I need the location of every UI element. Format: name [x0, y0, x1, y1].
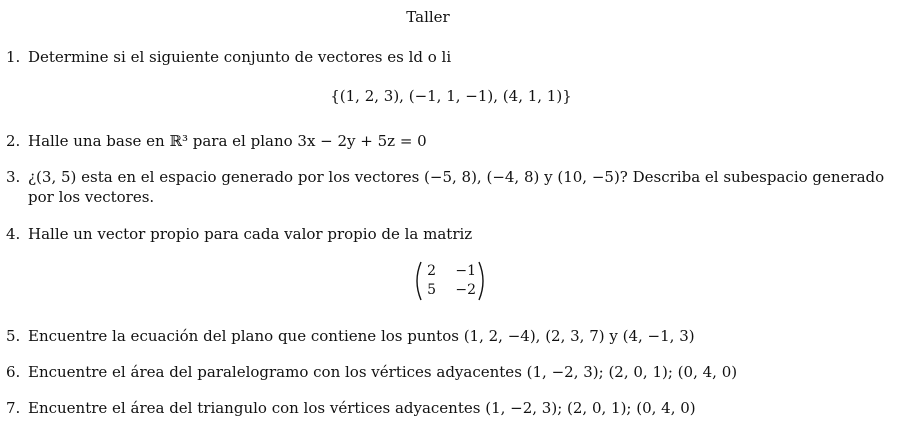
- exercise-3: [6, 167, 886, 207]
- matrix-cell-r1c2: −1: [455, 263, 476, 279]
- exercise-5: [6, 326, 886, 346]
- matrix-cell-r2c2: −2: [455, 282, 476, 298]
- exercise-4: [6, 224, 886, 244]
- exercise-number: 2.: [6, 132, 21, 150]
- exercise-number: 1.: [6, 48, 21, 66]
- matrix-cell-r2c1: 5: [427, 282, 436, 298]
- exercise-number: 3.: [6, 168, 21, 186]
- exercise-number: 6.: [6, 363, 21, 381]
- exercise-1-vector-set: {(1, 2, 3), (−1, 1, −1), (4, 1, 1)}: [330, 87, 572, 105]
- matrix-cell-r1c1: 2: [427, 263, 436, 279]
- exercise-text: Halle una base en ℝ³ para el plano 3x − 2y + 5z = 0: [28, 132, 427, 150]
- exercise-text: Encuentre la ecuación del plano que contiene los puntos (1, 2, −4), (2, 3, 7) y (4, −1, 3): [28, 327, 695, 345]
- exercise-number: 5.: [6, 327, 21, 345]
- exercise-2: [6, 131, 886, 151]
- exercise-6: [6, 362, 886, 382]
- exercise-text: Encuentre el área del paralelogramo con los vértices adyacentes (1, −2, 3); (2, 0, 1); (0, 4, 0): [28, 363, 738, 381]
- exercise-4-matrix: [412, 260, 488, 302]
- exercise-text-line-1: ¿(3, 5) esta en el espacio generado por los vectores (−5, 8), (−4, 8) y (10, −5)? Describa el subespacio generado: [28, 168, 885, 186]
- document-title: Taller: [406, 8, 450, 26]
- exercise-number: 7.: [6, 399, 21, 417]
- exercise-text: Determine si el siguiente conjunto de vectores es ld o li: [28, 48, 452, 66]
- exercise-number: 4.: [6, 225, 21, 243]
- exercise-text: Halle un vector propio para cada valor propio de la matriz: [28, 225, 473, 243]
- exercise-1: [6, 47, 886, 67]
- exercise-7: [6, 398, 886, 418]
- exercise-text: Encuentre el área del triangulo con los vértices adyacentes (1, −2, 3); (2, 0, 1); (0, 4, 0): [28, 399, 696, 417]
- exercise-text-line-2: por los vectores.: [28, 188, 155, 206]
